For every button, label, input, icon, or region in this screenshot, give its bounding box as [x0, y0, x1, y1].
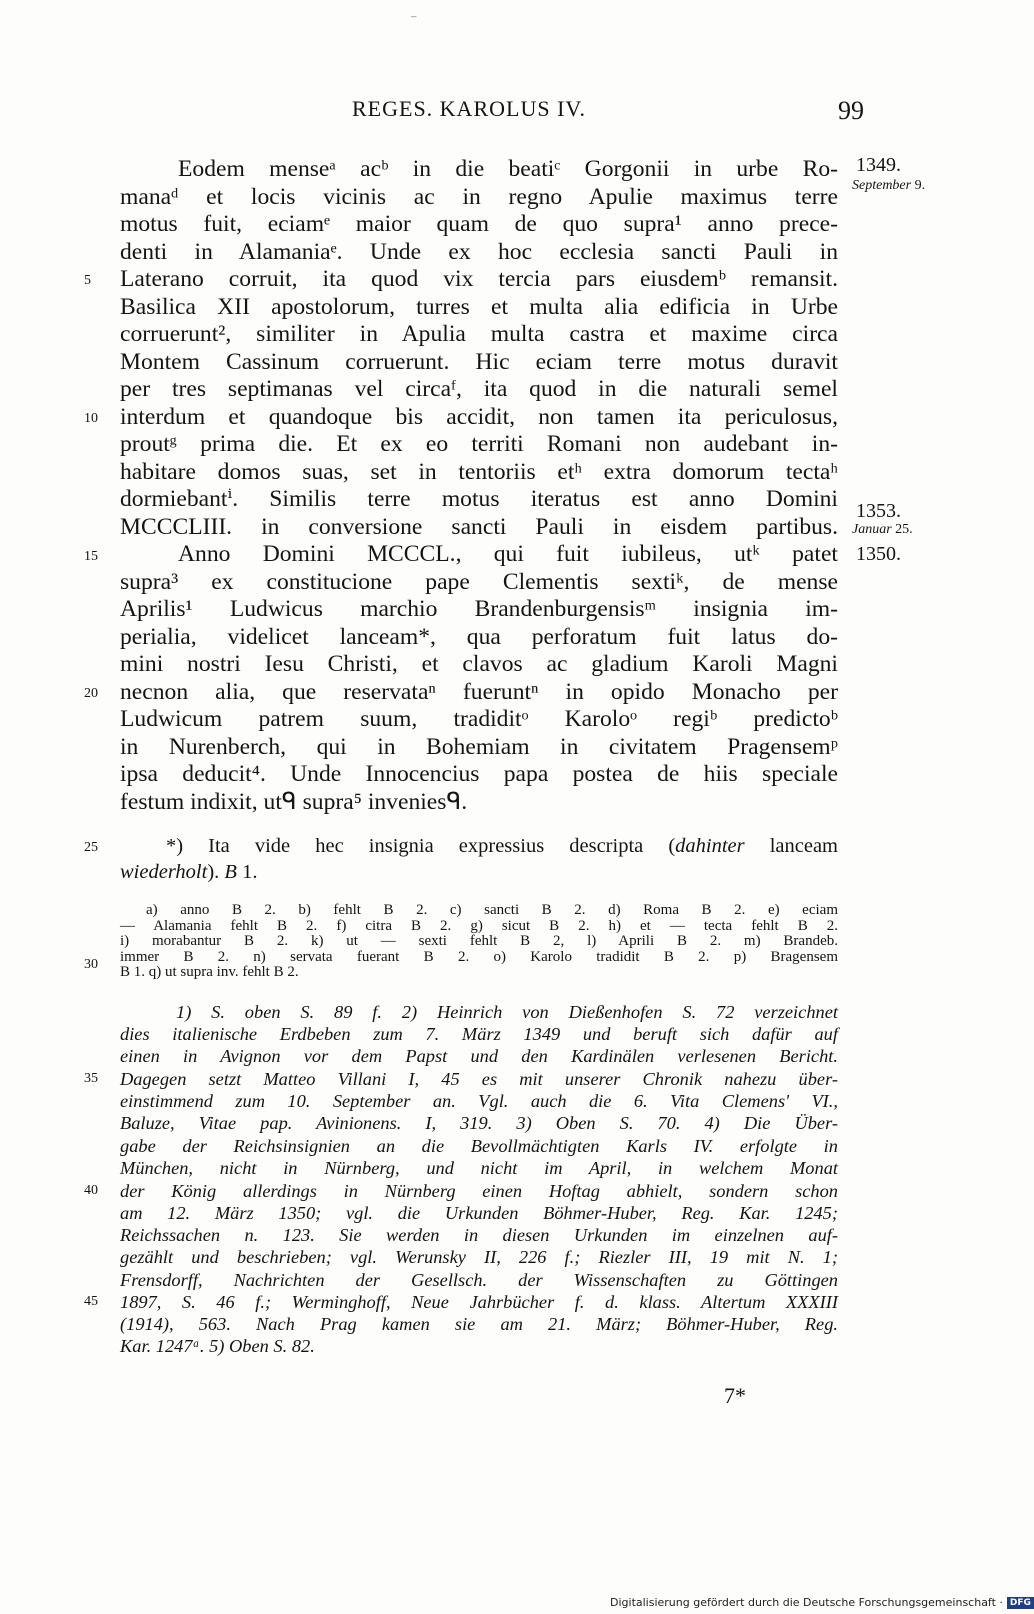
- dfg-logo: DFG: [1007, 1597, 1034, 1609]
- variant-line: — Alamania fehlt B 2. f) citra B 2. g) sicut B 2. h) et — tecta fehlt B 2.: [120, 917, 838, 934]
- footer-text: Digitalisierung gefördert durch die Deutsche Forschungsgemeinschaft ·: [610, 1596, 1003, 1609]
- text-line: proutᵍ prima die. Et ex eo territi Romani non audebant in-: [120, 431, 838, 457]
- footnote-line: (1914), 563. Nach Prag kamen sie am 21. März; Böhmer-Huber, Reg.: [120, 1314, 838, 1334]
- footnote-line: Baluze, Vitae pap. Avinionens. I, 319. 3) Oben S. 70. 4) Die Über-: [120, 1113, 838, 1133]
- line-number: 5: [84, 273, 91, 288]
- text-line: manaᵈ et locis vicinis ac in regno Apulie maximus terre: [120, 184, 838, 210]
- text-line: Anno Domini MCCCL., qui fuit iubileus, utᵏ patet: [178, 541, 838, 567]
- text-line: corruerunt², similiter in Apulia multa castra et maxime circa: [120, 321, 838, 347]
- text-line: Laterano corruit, ita quod vix tercia pars eiusdemᵇ remansit.: [120, 266, 838, 292]
- footnote-line: Dagegen setzt Matteo Villani I, 45 es mit unserer Chronik nahezu über-: [120, 1069, 838, 1089]
- text-line: motus fuit, eciamᵉ maior quam de quo supra¹ anno prece-: [120, 211, 838, 237]
- footnote-line: gezählt und beschrieben; vgl. Werunsky II, 226 f.; Riezler III, 19 mit N. 1;: [120, 1247, 838, 1267]
- line-number: 25: [84, 840, 98, 855]
- text-line: Eodem menseᵃ acᵇ in die beatiᶜ Gorgonii in urbe Ro-: [178, 156, 838, 182]
- variant-line: a) anno B 2. b) fehlt B 2. c) sancti B 2. d) Roma B 2. e) eciam: [146, 902, 838, 918]
- margin-year: 1353.: [856, 500, 901, 522]
- footnote-line: München, nicht in Nürnberg, und nicht im April, in welchem Monat: [120, 1158, 838, 1178]
- footnote-line: gabe der Reichsinsignien an die Bevollmächtigten Karls IV. erfolgte in: [120, 1136, 838, 1156]
- footnote-line: Kar. 1247ᵃ. 5) Oben S. 82.: [120, 1336, 315, 1356]
- line-number: 10: [84, 411, 98, 426]
- text-line: Montem Cassinum corruerunt. Hic eciam terre motus duravit: [120, 349, 838, 375]
- text-line: habitare domos suas, set in tentoriis etʰ extra domorum tectaʰ: [120, 459, 838, 485]
- margin-day: Januar 25.: [852, 522, 913, 537]
- text-line: mini nostri Iesu Christi, et clavos ac gladium Karoli Magni: [120, 651, 838, 677]
- margin-year: 1349.: [856, 154, 901, 176]
- variant-line: i) morabantur B 2. k) ut — sexti fehlt B 2, l) Aprili B 2. m) Brandeb.: [120, 933, 838, 949]
- line-number: 30: [84, 957, 98, 972]
- line-number: 35: [84, 1071, 98, 1086]
- text-line: festum indixit, utᑫ supra⁵ inveniesᑫ.: [120, 789, 468, 815]
- footnote-line: 1) S. oben S. 89 f. 2) Heinrich von Dießenhofen S. 72 verzeichnet: [176, 1002, 838, 1022]
- footnote-line: einen in Avignon vor dem Papst und den Kardinälen verlesenen Bericht.: [120, 1046, 838, 1066]
- star-note-line: wiederholt). B 1.: [120, 861, 258, 883]
- star-note-line: *) Ita vide hec insignia expressius descripta (dahinter lanceam: [166, 835, 838, 857]
- text-line: dormiebantⁱ. Similis terre motus iteratus est anno Domini: [120, 486, 838, 512]
- footnote-line: am 12. März 1350; vgl. die Urkunden Böhmer-Huber, Reg. Kar. 1245;: [120, 1203, 838, 1223]
- margin-year: 1350.: [856, 543, 901, 565]
- footnote-line: einstimmend zum 10. September an. Vgl. auch die 6. Vita Clemens' VI.,: [120, 1091, 838, 1111]
- text-line: Aprilis¹ Ludwicus marchio Brandenburgensisᵐ insignia im-: [120, 596, 838, 622]
- text-line: in Nurenberch, qui in Bohemiam in civitatem Pragensemᵖ: [120, 734, 838, 760]
- line-number: 15: [84, 549, 98, 564]
- page-number: 99: [838, 96, 864, 125]
- line-number: 20: [84, 686, 98, 701]
- footnote-line: Frensdorff, Nachrichten der Gesellsch. der Wissenschaften zu Göttingen: [120, 1270, 838, 1290]
- scan-mark: ⁻: [410, 13, 418, 28]
- text-line: necnon alia, que reservataⁿ fueruntⁿ in opido Monacho per: [120, 679, 838, 705]
- text-line: interdum et quandoque bis accidit, non tamen ita periculosus,: [120, 404, 838, 430]
- line-number: 40: [84, 1183, 98, 1198]
- variant-line: B 1. q) ut supra inv. fehlt B 2.: [120, 964, 299, 980]
- margin-day: September 9.: [852, 178, 926, 193]
- text-line: supra³ ex constitucione pape Clementis sextiᵏ, de mense: [120, 569, 838, 595]
- signature-mark: 7*: [724, 1383, 746, 1408]
- line-number: 45: [84, 1294, 98, 1309]
- text-line: perialia, videlicet lanceam*, qua perforatum fuit latus do-: [120, 624, 838, 650]
- footnote-line: 1897, S. 46 f.; Werminghoff, Neue Jahrbücher f. d. klass. Altertum XXXIII: [120, 1292, 838, 1312]
- text-line: per tres septimanas vel circaᶠ, ita quod in die naturali semel: [120, 376, 838, 402]
- text-line: Ludwicum patrem suum, tradiditᵒ Karoloᵒ regiᵇ predictoᵇ: [120, 706, 838, 732]
- variant-line: immer B 2. n) servata fuerant B 2. o) Karolo tradidit B 2. p) Bragensem: [120, 948, 838, 965]
- text-line: denti in Alamaniaᵉ. Unde ex hoc ecclesia sancti Pauli in: [120, 239, 838, 265]
- digitization-footer: [610, 1596, 1034, 1609]
- text-line: Basilica XII apostolorum, turres et multa alia edificia in Urbe: [120, 294, 838, 320]
- footnote-line: der König allerdings in Nürnberg einen Hoftag abhielt, sondern schon: [120, 1181, 838, 1201]
- running-title: REGES. KAROLUS IV.: [352, 96, 586, 121]
- text-line: MCCCLIII. in conversione sancti Pauli in eisdem partibus.: [120, 514, 838, 540]
- footnote-line: Reichssachen n. 123. Sie werden in diesen Urkunden im einzelnen auf-: [120, 1225, 838, 1245]
- text-line: ipsa deducit⁴. Unde Innocencius papa postea de hiis speciale: [120, 761, 838, 787]
- footnote-line: dies italienische Erdbeben zum 7. März 1349 und beruft sich dafür auf: [120, 1024, 838, 1044]
